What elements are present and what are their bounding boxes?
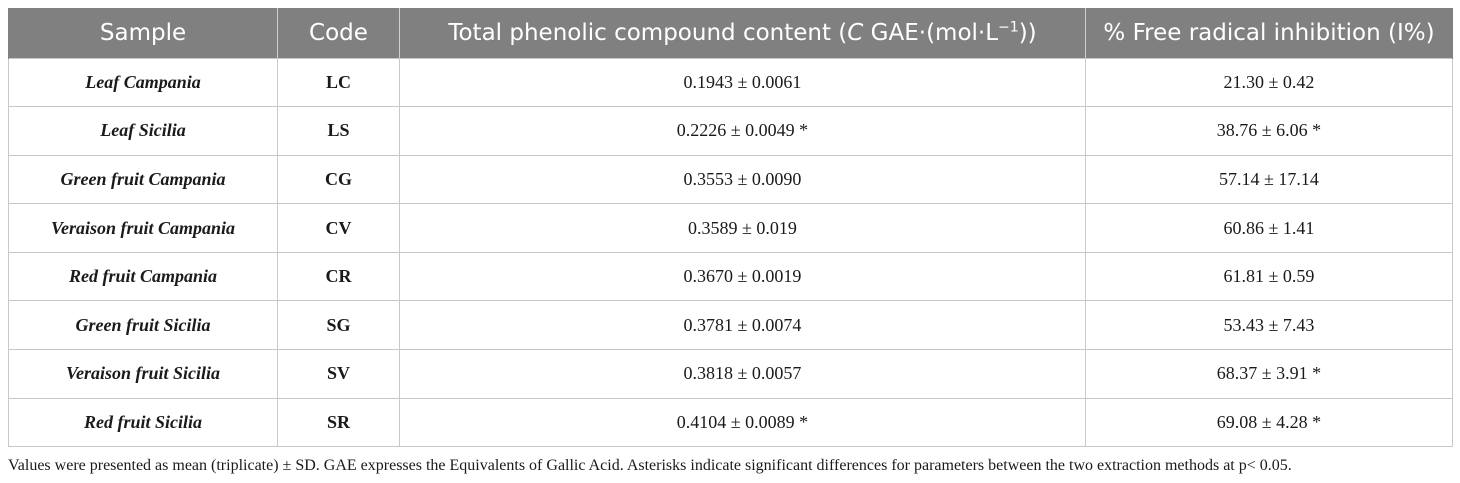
sample-cell: Veraison fruit Sicilia (9, 350, 278, 399)
table-header (9, 8, 1453, 58)
inhibition-cell: 60.86 ± 1.41 (1086, 204, 1453, 253)
code-cell: SV (278, 350, 400, 399)
phenolic-cell: 0.3670 ± 0.0019 (400, 252, 1086, 301)
table-body (9, 58, 1453, 447)
header-phenolic-unit: GAE·(mol·L (863, 19, 999, 46)
inhibition-cell: 61.81 ± 0.59 (1086, 252, 1453, 301)
header-row (9, 8, 1453, 58)
code-cell: CV (278, 204, 400, 253)
sample-cell: Green fruit Sicilia (9, 301, 278, 350)
header-phenolic-content (400, 8, 1086, 58)
table-row (9, 398, 1453, 447)
phenolic-cell: 0.3553 ± 0.0090 (400, 155, 1086, 204)
header-inhibition: % Free radical inhibition (I%) (1086, 8, 1453, 58)
phenolic-cell: 0.3589 ± 0.019 (400, 204, 1086, 253)
header-phenolic-exponent: −1 (998, 19, 1019, 36)
header-phenolic-suffix: )) (1018, 19, 1037, 46)
table-row (9, 252, 1453, 301)
phenolic-cell: 0.3781 ± 0.0074 (400, 301, 1086, 350)
header-code: Code (278, 8, 400, 58)
inhibition-cell: 57.14 ± 17.14 (1086, 155, 1453, 204)
code-cell: SR (278, 398, 400, 447)
table-row (9, 350, 1453, 399)
table-footnote: Values were presented as mean (triplicate) ± SD. GAE expresses the Equivalents of Gallic Acid. Asterisks indicate significant differences for parameters between the two extraction methods at p< 0.05. (8, 457, 1292, 474)
table-row (9, 155, 1453, 204)
sample-cell: Red fruit Campania (9, 252, 278, 301)
table-row (9, 301, 1453, 350)
inhibition-cell: 68.37 ± 3.91 * (1086, 350, 1453, 399)
table-row (9, 204, 1453, 253)
code-cell: LS (278, 107, 400, 156)
sample-cell: Green fruit Campania (9, 155, 278, 204)
sample-cell: Veraison fruit Campania (9, 204, 278, 253)
table-row (9, 58, 1453, 107)
phenolic-cell: 0.3818 ± 0.0057 (400, 350, 1086, 399)
inhibition-cell: 69.08 ± 4.28 * (1086, 398, 1453, 447)
sample-cell: Leaf Campania (9, 58, 278, 107)
inhibition-cell: 53.43 ± 7.43 (1086, 301, 1453, 350)
sample-cell: Red fruit Sicilia (9, 398, 278, 447)
header-phenolic-variable: C (847, 19, 864, 46)
code-cell: CR (278, 252, 400, 301)
inhibition-cell: 38.76 ± 6.06 * (1086, 107, 1453, 156)
phenolic-cell: 0.4104 ± 0.0089 * (400, 398, 1086, 447)
table-row (9, 107, 1453, 156)
sample-cell: Leaf Sicilia (9, 107, 278, 156)
code-cell: SG (278, 301, 400, 350)
results-table (8, 8, 1453, 447)
header-sample: Sample (9, 8, 278, 58)
inhibition-cell: 21.30 ± 0.42 (1086, 58, 1453, 107)
code-cell: CG (278, 155, 400, 204)
phenolic-cell: 0.1943 ± 0.0061 (400, 58, 1086, 107)
header-phenolic-prefix: Total phenolic compound content ( (448, 19, 848, 46)
code-cell: LC (278, 58, 400, 107)
phenolic-cell: 0.2226 ± 0.0049 * (400, 107, 1086, 156)
